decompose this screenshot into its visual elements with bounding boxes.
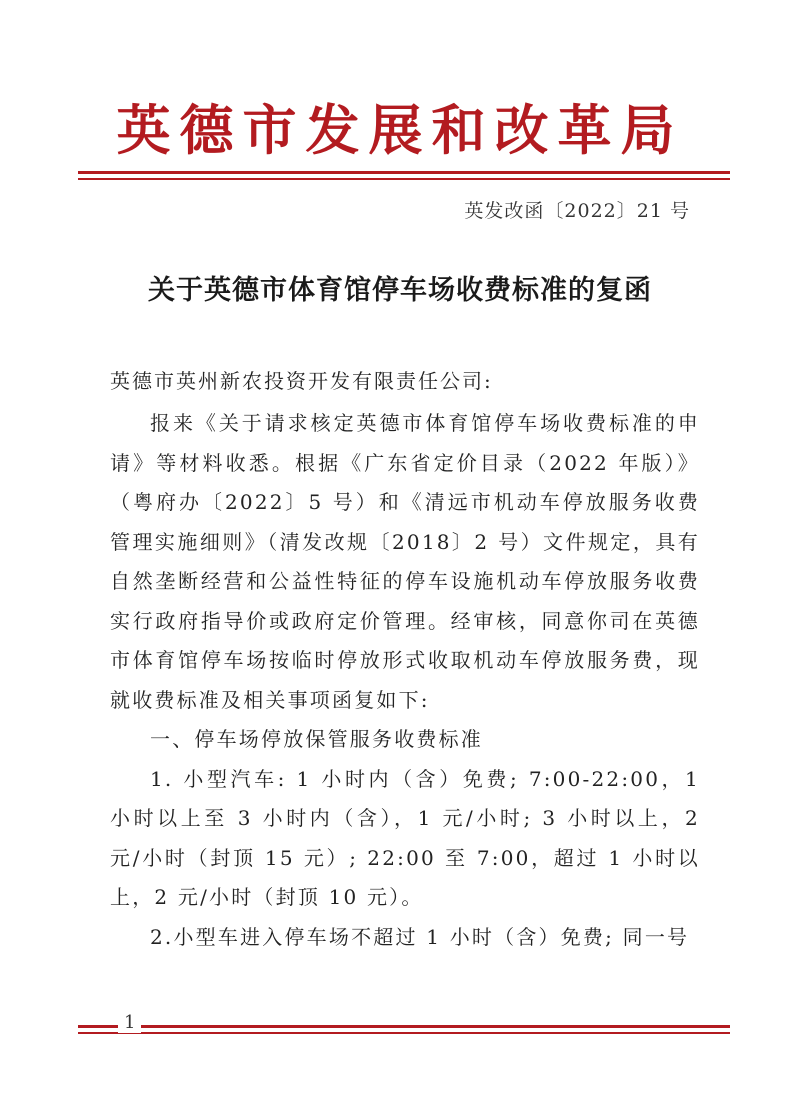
header-divider-thin (78, 178, 730, 180)
footer-divider-thin (78, 1032, 730, 1034)
header-divider-thick (78, 171, 730, 174)
salutation: 英德市英州新农投资开发有限责任公司: (110, 369, 493, 393)
page-number: 1 (118, 1012, 141, 1033)
section-heading: 一、停车场停放保管服务收费标准 (150, 727, 483, 751)
paragraph: 报来《关于请求核定英德市体育馆停车场收费标准的申请》等材料收悉。根据《广东省定价目录（2022 年版）》（粤府办〔2022〕5 号）和《清远市机动车停放服务收费管理实施细则》（清发改规〔2018〕2 号）文件规定，具有自然垄断经营和公益性特征的停车设施机动车停放服务收费实行政府指导价或政府定价管理。经审核，同意你司在英德市体育馆停车场按临时停放形式收取机动车停放服务费，现就收费标准及相关事项函复如下: (110, 411, 700, 712)
document-body (110, 404, 700, 957)
document-title: 关于英德市体育馆停车场收费标准的复函 (148, 275, 652, 306)
document-number: 英发改函〔2022〕21 号 (464, 200, 690, 222)
footer-divider-thick (78, 1025, 730, 1028)
paragraph: 2.小型车进入停车场不超过 1 小时（含）免费; 同一号 (150, 924, 690, 949)
paragraph: 1. 小型汽车: 1 小时内（含）免费; 7:00-22:00，1 小时以上至 3 小时内（含），1 元/小时; 3 小时以上，2 元/小时（封顶 15 元）; 22:00 至 7:00，超过 1 小时以上，2 元/小时（封顶 10 元）。 (110, 766, 700, 909)
agency-letterhead: 英德市发展和改革局 (116, 98, 684, 162)
